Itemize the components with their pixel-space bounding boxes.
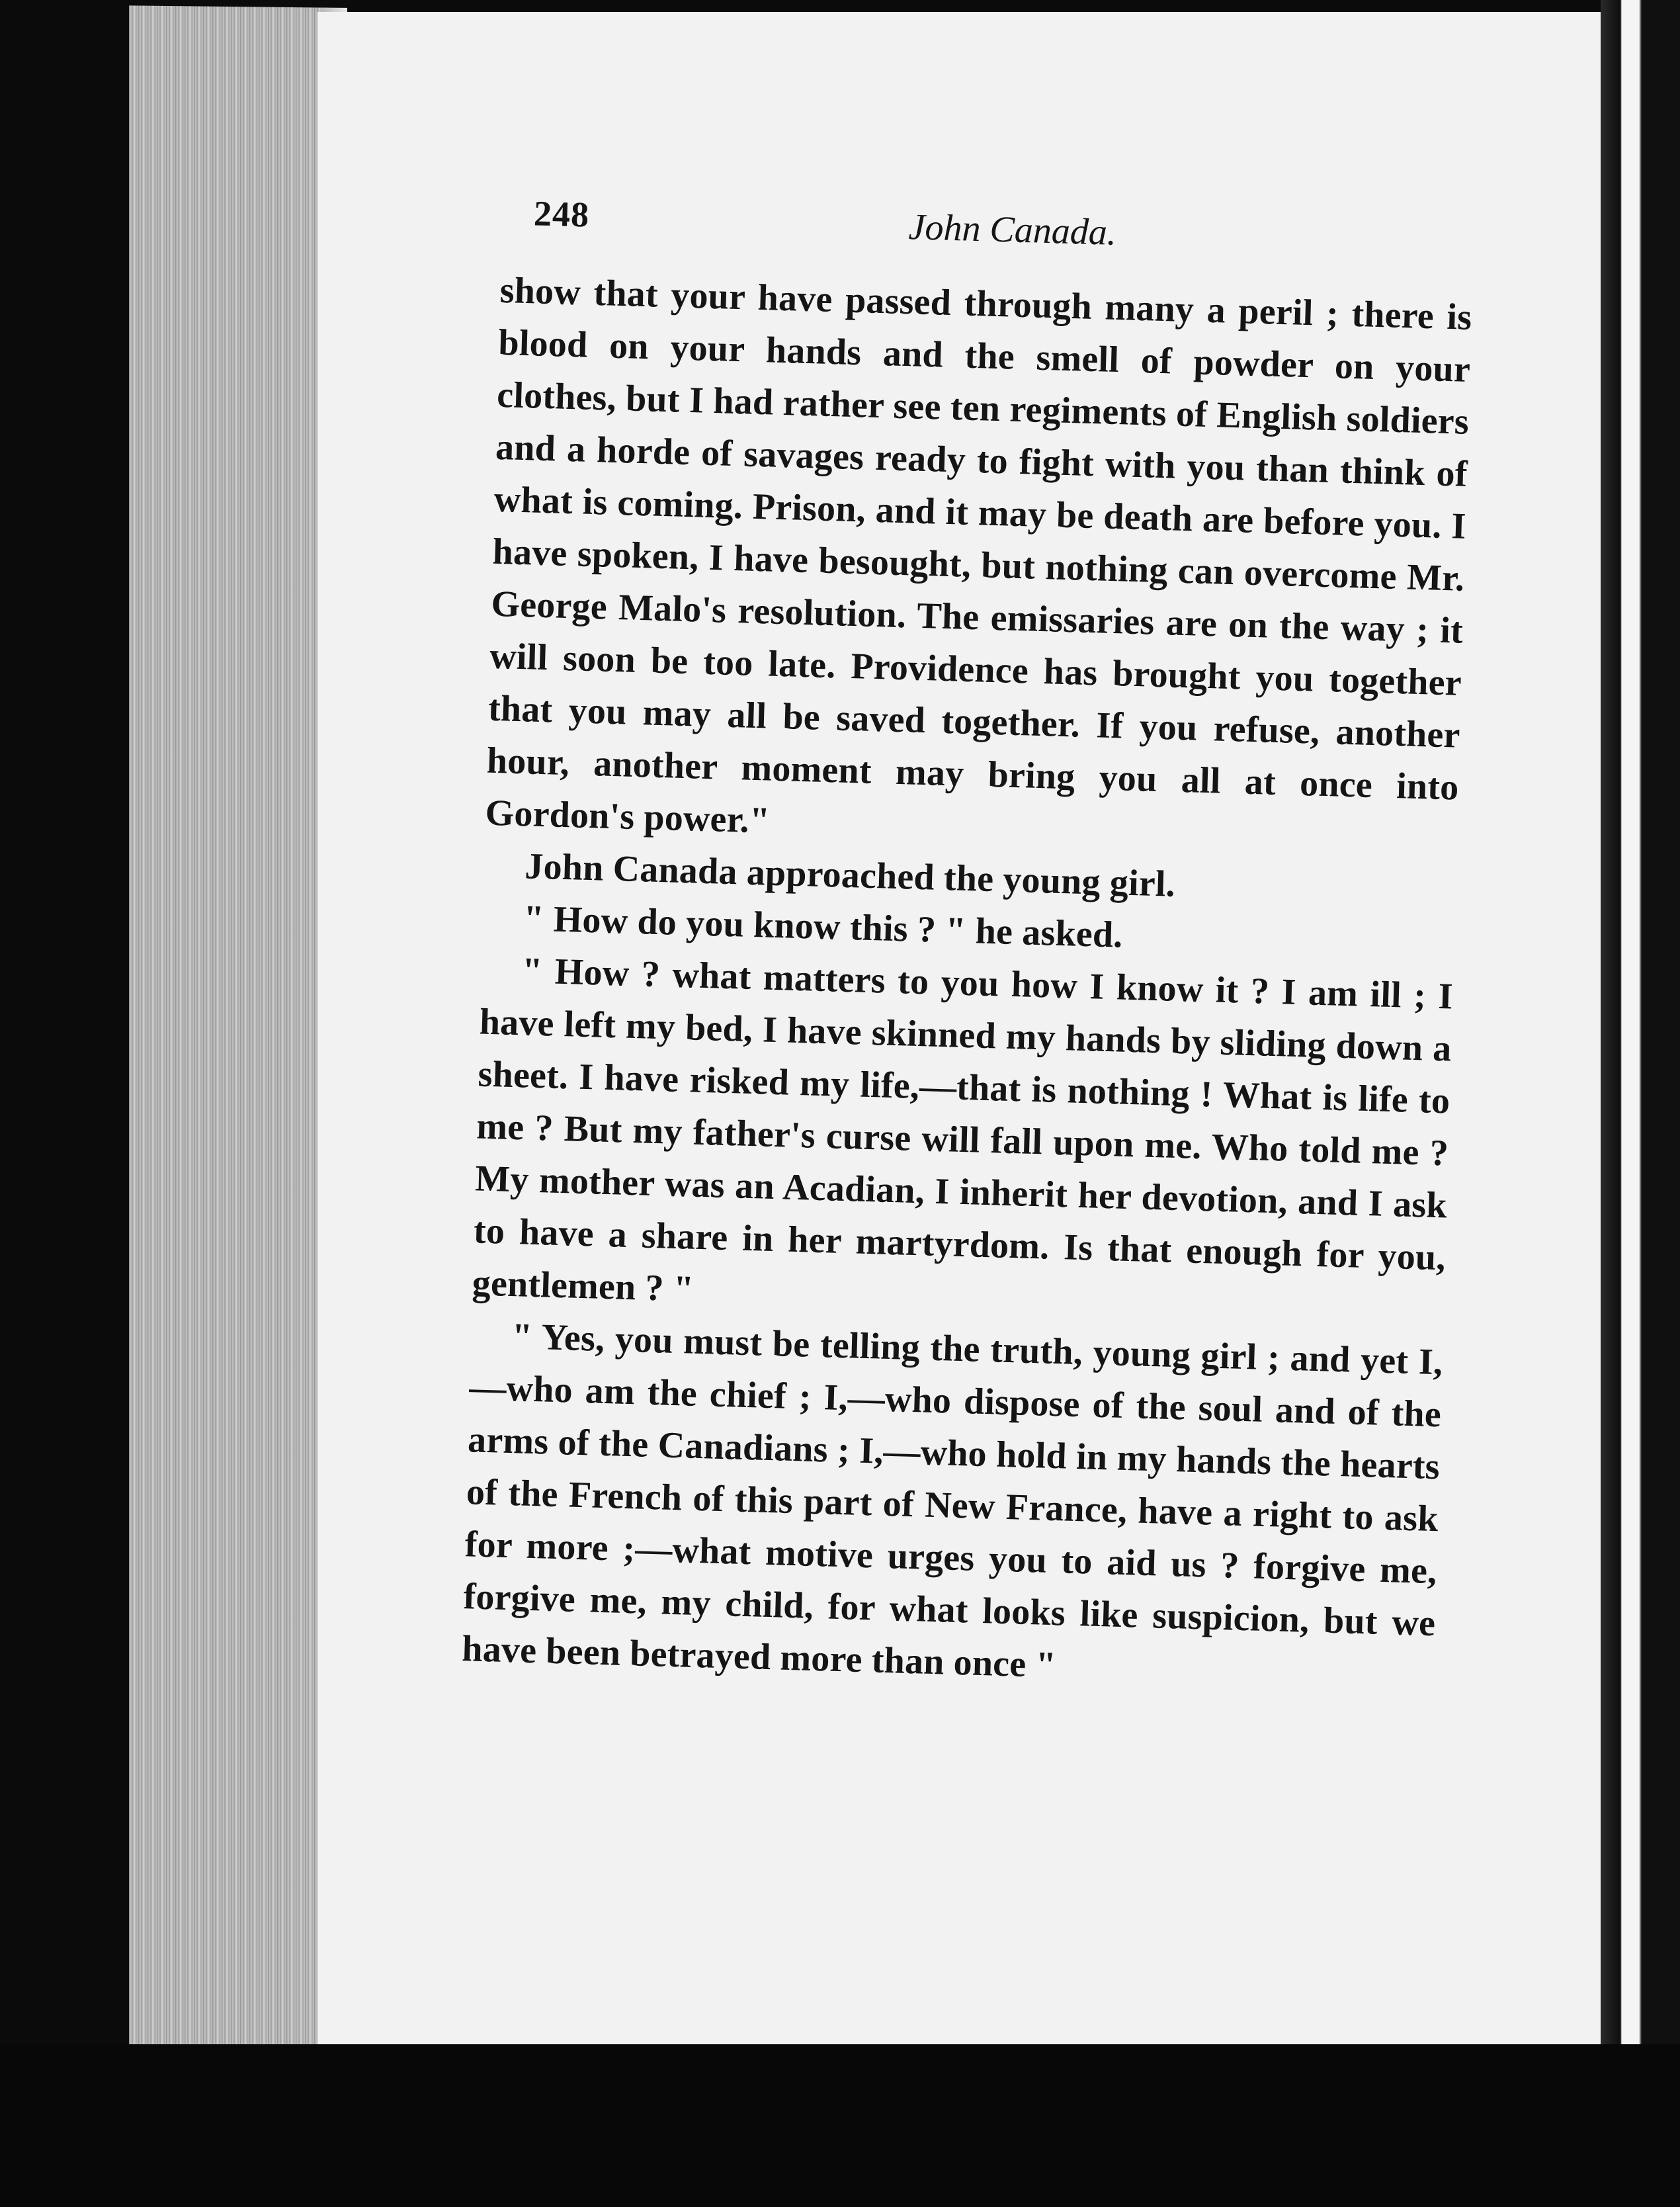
paragraph: " Yes, you must be telling the truth, young girl ; and yet I,—who am the chief ; I,—who dispose of the soul and of the arms of the Canadians ; I,—who hold in my hands the hearts of the French of this part of New France, have a right to ask for more ;—what motive urges you to aid us ? forgive me, forgive me, my child, for what looks like suspicion, but we have been betrayed more than once " bbox=[461, 1316, 1444, 1686]
paragraph: " How do you know this ? " he asked. bbox=[523, 898, 1124, 956]
page-text-block bbox=[461, 192, 1474, 1702]
paragraph: " How ? what matters to you how I know it ? I am ill ; I have left my bed, I have skinned my hands by sliding down a sheet. I have risked my life,—that is nothing ! What is life to me ? But my father's curse will fall upon me. Who told me ? My mother was an Acadian, I inherit her devotion, and I ask to have a share in her martyrdom. Is that enough for you, gentlemen ? " bbox=[472, 950, 1454, 1310]
book-page-edges bbox=[129, 5, 327, 2065]
paragraph: John Canada approached the young girl. bbox=[524, 845, 1176, 905]
running-title: John Canada. bbox=[907, 206, 1117, 253]
facing-page-edge bbox=[1601, 0, 1680, 2207]
scan-bottom-shadow bbox=[0, 2044, 1680, 2207]
page-number: 248 bbox=[533, 193, 590, 235]
paragraph-continued: show that your have passed through many a peril ; there is blood on your hands and the smell of powder on your clothes, but I had rather see ten regiments of English soldiers and a horde of savages ready to fight with you than think of what is coming. Prison, and it may be death are before you. I have spoken, I have besought, but nothing can overcome Mr. George Malo's resolution. The emissaries are on the way ; it will soon be too late. Providence has brought you together that you may all be saved together. If you refuse, another hour, another moment may bring you all at once into Gordon's power." bbox=[484, 269, 1473, 842]
